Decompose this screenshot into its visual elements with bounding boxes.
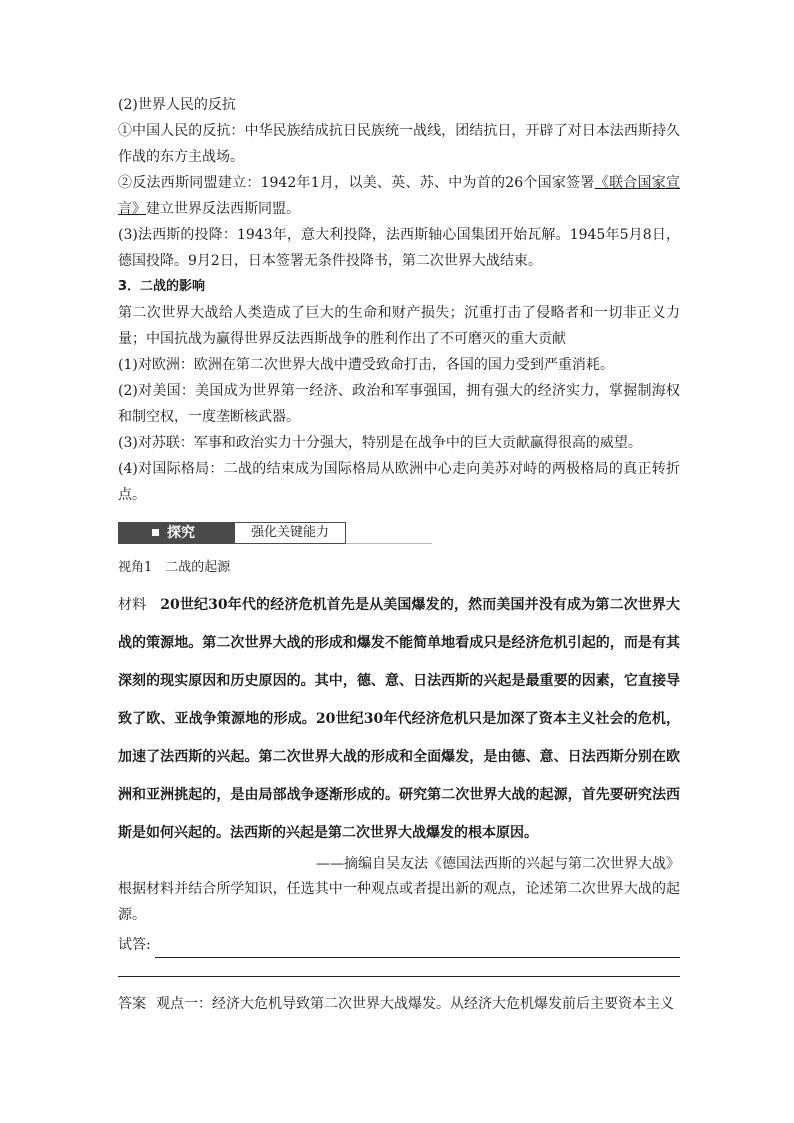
impact-item-europe: (1)对欧洲：欧洲在第二次世界大战中遭受致命打击，各国的国力受到严重消耗。 — [118, 357, 614, 373]
paragraph-impact-intro: 第二次世界大战给人类造成了巨大的生命和财产损失；沉重打击了侵略者和一切非正义力量；中国抗战为赢得世界反法西斯战争的胜利作出了不可磨灭的重大贡献 — [118, 305, 680, 347]
material-text: 20世纪30年代的经济危机首先是从美国爆发的，然而美国并没有成为第二次世界大战的策源地。第二次世界大战的形成和爆发不能简单地看成只是经济危机引起的，而是有其深刻的现实原因和历史原因的。其中，德、意、日法西斯的兴起是最重要的因素，它直接导致了欧、亚战争策源地的形成。20世纪30年代经济危机只是加深了资本主义社会的危机，加速了法西斯的兴起。第二次世界大战的形成和全面爆发，是由德、意、日法西斯分别在欧洲和亚洲挑起的，是由局部战争逐渐形成的。研究第二次世界大战的起源，首先要研究法西斯是如何兴起的。法西斯的兴起是第二次世界大战爆发的根本原因。 — [118, 597, 681, 841]
subsection-heading: (2)世界人民的反抗 — [118, 97, 236, 113]
banner-divider — [346, 543, 432, 544]
material-source: ——摘编自吴友法《德国法西斯的兴起与第二次世界大战》 — [316, 856, 680, 872]
answer-rule-2[interactable] — [118, 958, 680, 977]
section-heading-impact: 3．二战的影响 — [118, 279, 206, 294]
square-bullet-icon — [152, 529, 159, 536]
answer-paragraph — [118, 991, 680, 1017]
answer-rule[interactable] — [155, 939, 680, 958]
answer-prompt: 试答: — [118, 937, 151, 953]
paragraph-chinese-resistance: ①中国人民的反抗：中华民族结成抗日民族统一战线，团结抗日，开辟了对日本法西斯持久作战的东方主战场。 — [118, 123, 680, 165]
document-page — [118, 92, 680, 1017]
answer-input-line[interactable] — [118, 932, 680, 958]
alliance-text-before: ②反法西斯同盟建立：1942年1月，以美、英、苏、中为首的26个国家签署 — [118, 175, 595, 191]
paragraph-surrender: (3)法西斯的投降：1943年，意大利投降，法西斯轴心国集团开始瓦解。1945年5月8日，德国投降。9月2日，日本签署无条件投降书，第二次世界大战结束。 — [118, 227, 680, 269]
answer-label: 答案 — [118, 996, 146, 1012]
question-text: 根据材料并结合所学知识，任选其中一种观点或者提出新的观点，论述第二次世界大战的起源。 — [118, 881, 680, 923]
material-label: 材料 — [118, 597, 147, 613]
explore-banner-light: 强化关键能力 — [234, 522, 346, 544]
declaration-link[interactable]: 《联合国家宣言》 — [118, 175, 680, 217]
explore-banner — [118, 522, 680, 544]
explore-label: 探究 — [167, 525, 195, 541]
impact-item-ussr: (3)对苏联：军事和政治实力十分强大，特别是在战争中的巨大贡献赢得很高的威望。 — [118, 435, 642, 451]
paragraph-alliance — [118, 170, 680, 222]
impact-item-international: (4)对国际格局：二战的结束成为国际格局从欧洲中心走向美苏对峙的两极格局的真正转折点。 — [118, 461, 680, 503]
answer-text: 观点一：经济大危机导致第二次世界大战爆发。从经济大危机爆发前后主要资本主义 — [156, 996, 674, 1012]
explore-banner-dark — [118, 522, 234, 544]
material-paragraph — [118, 586, 680, 852]
alliance-text-after: 建立世界反法西斯同盟。 — [146, 201, 300, 217]
impact-item-usa: (2)对美国：美国成为世界第一经济、政治和军事强国，拥有强大的经济实力，掌握制海权和制空权，一度垄断核武器。 — [118, 383, 680, 425]
view-title: 视角1 二战的起源 — [118, 560, 231, 575]
